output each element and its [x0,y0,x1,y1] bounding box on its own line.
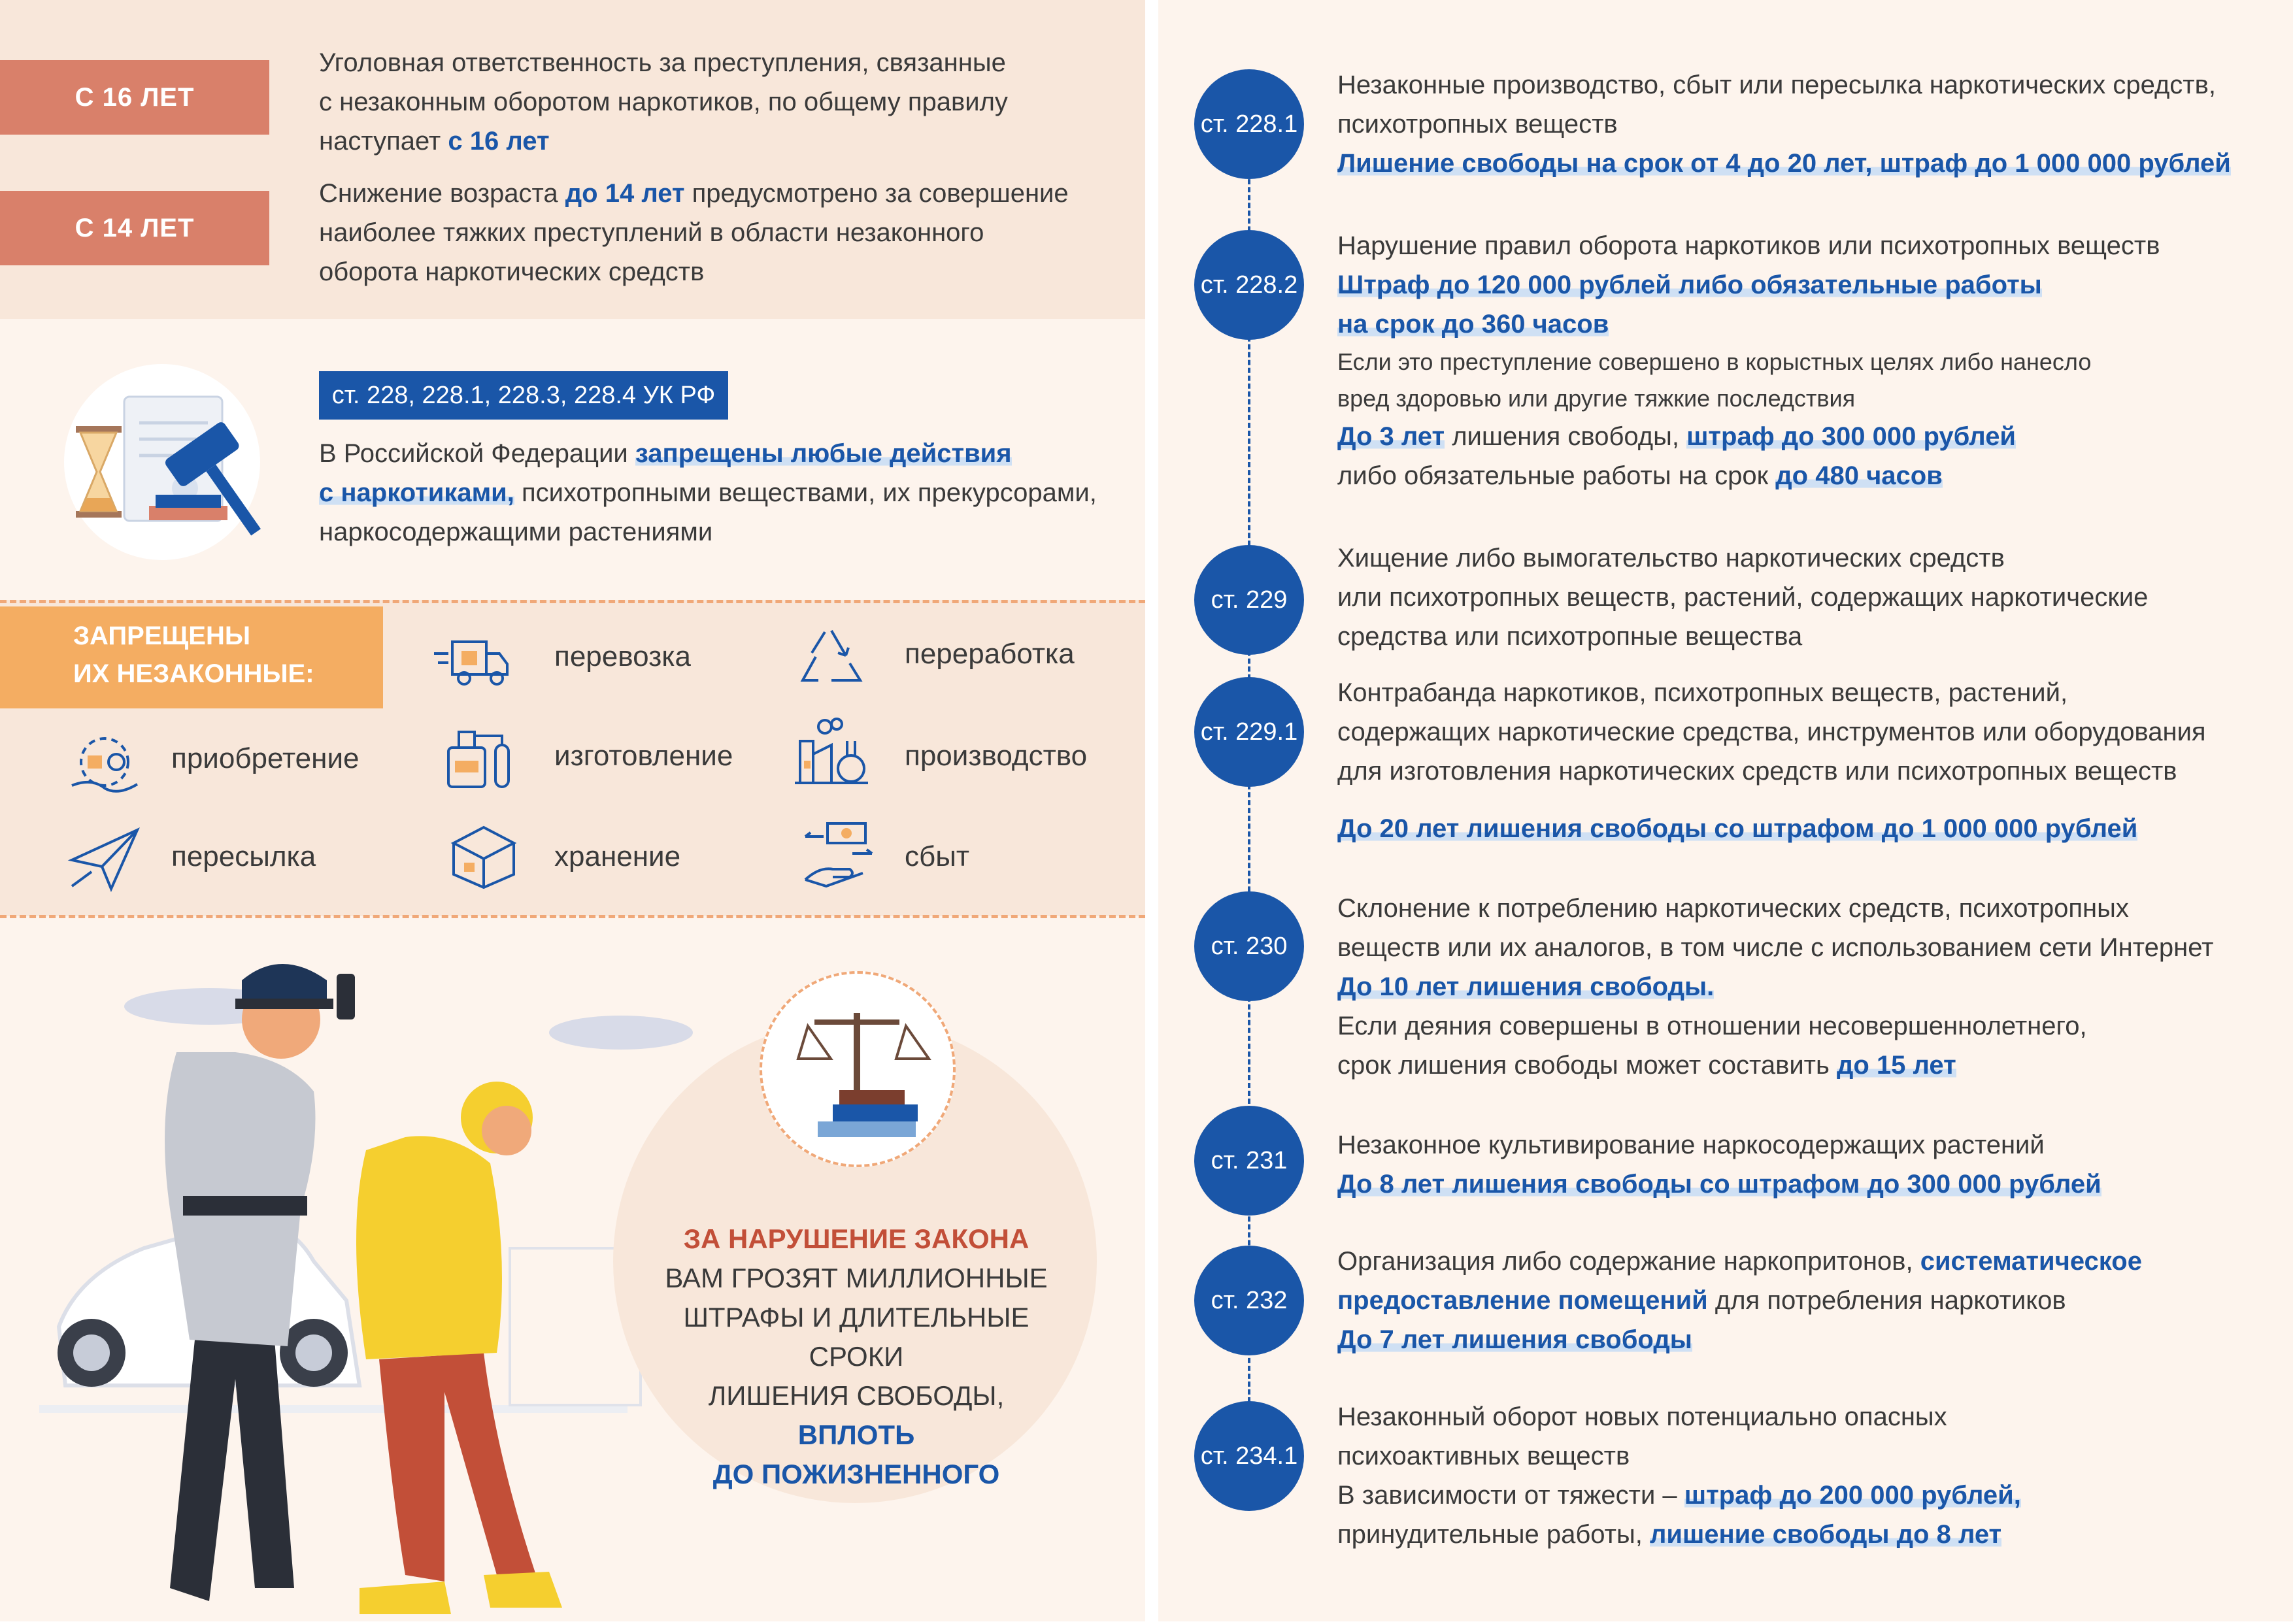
hand-money-icon [800,817,879,882]
article-230-text: Склонение к потреблению наркотических средств, психотропных веществ или их аналогов, в том числе с использованием сети Интернет До 10 лет лишения свободы. Если деяния совершены в отношении несовершеннолетнего, срок лишения свободы может составить до 15 лет [1337,894,2214,1080]
divider-bottom [0,915,1145,918]
factory-icon [792,715,871,780]
age-16-badge: С 16 ЛЕТ [0,60,269,135]
articles-badge: ст. 228, 228.1, 228.3, 228.4 УК РФ [319,371,728,420]
scales-badge [760,971,956,1167]
article-circle: ст. 229.1 [1194,677,1304,787]
warning-text: ЗА НАРУШЕНИЕ ЗАКОНА ВАМ ГРОЗЯТ МИЛЛИОННЫЕ ШТРАФЫ И ДЛИТЕЛЬНЫЕ СРОКИ ЛИШЕНИЯ СВОБОДЫ, ВПЛОТЬ ДО ПОЖИЗНЕННОГО [665,1223,1048,1489]
age-14-text: Снижение возраста до 14 лет предусмотрено за совершение наиболее тяжких преступлений в области незаконного оборота наркотических средств [319,179,1069,286]
article-circle: ст. 232 [1194,1246,1304,1355]
action-label: изготовление [554,740,733,772]
age-14-badge: С 14 ЛЕТ [0,191,269,265]
article-231-text: Незаконное культивирование наркосодержащих растений До 8 лет лишения свободы со штрафом до 300 000 рублей [1337,1131,2101,1199]
truck-icon [433,627,511,693]
article-232-text: Организация либо содержание наркопритонов, систематическое предоставление помещений для потребления наркотиков До 7 лет лишения свободы [1337,1247,2142,1354]
article-circle: ст. 228.2 [1194,230,1304,340]
age-16-text: Уголовная ответственность за преступления, связанные с незаконным оборотом наркотиков, по общему правилу наступает с 16 лет [319,48,1008,156]
action-label: хранение [554,840,681,872]
law-illustration [51,361,273,563]
article-circle: ст. 234.1 [1194,1401,1304,1511]
prohibited-header: ЗАПРЕЩЕНЫ ИХ НЕЗАКОННЫЕ: [0,606,383,708]
paper-plane-icon [65,821,144,886]
action-label: приобретение [171,742,360,774]
article-228-2-text: Нарушение правил оборота наркотиков или психотропных веществ Штраф до 120 000 рублей либо обязательные работы на срок до 360 часов Если это преступление совершено в корыстных целях либо нанесло вред здоровью или другие тяжкие последствия До 3 лет лишения свободы, штраф до 300 000 рублей либо обязательные работы на срок до 480 часов [1337,231,2160,490]
article-229-1-text: Контрабанда наркотиков, психотропных веществ, растений, содержащих наркотические средства, инструментов или оборудования для изготовления наркотических средств или психотропных веществ До 20 лет лишения свободы со штрафом до 1 000 000 рублей [1337,678,2206,843]
action-label: перевозка [554,640,691,672]
column-gap [1145,0,1158,1621]
article-circle: ст. 231 [1194,1106,1304,1216]
article-circle: ст. 229 [1194,545,1304,655]
action-label: сбыт [905,840,969,872]
article-229-text: Хищение либо вымогательство наркотических средств или психотропных веществ, растений, содержащих наркотические средства или психотропные вещества [1337,544,2149,651]
article-228-1-text: Незаконные производство, сбыт или пересылка наркотических средств, психотропных веществ Лишение свободы на срок от 4 до 20 лет, штраф до 1 000 000 рублей [1337,71,2231,178]
action-label: переработка [905,638,1075,670]
article-234-1-text: Незаконный оборот новых потенциально опасных психоактивных веществ В зависимости от тяжести – штраф до 200 000 рублей, принудительные работы, лишение свободы до 8 лет [1337,1402,2021,1549]
article-circle: ст. 230 [1194,891,1304,1001]
recycle-icon [792,624,871,689]
action-label: пересылка [171,840,316,872]
arrest-illustration [39,935,693,1621]
scales-of-justice-icon [762,974,953,1165]
purchase-icon [65,732,144,797]
divider-top [0,600,1145,603]
box-icon [444,817,523,882]
action-label: производство [905,740,1088,772]
lab-flask-icon [439,719,518,784]
article-circle: ст. 228.1 [1194,69,1304,179]
law-text: В Российской Федерации запрещены любые действия с наркотиками, психотропными веществами, их прекурсорами, наркосодержащими растениями [319,439,1097,546]
